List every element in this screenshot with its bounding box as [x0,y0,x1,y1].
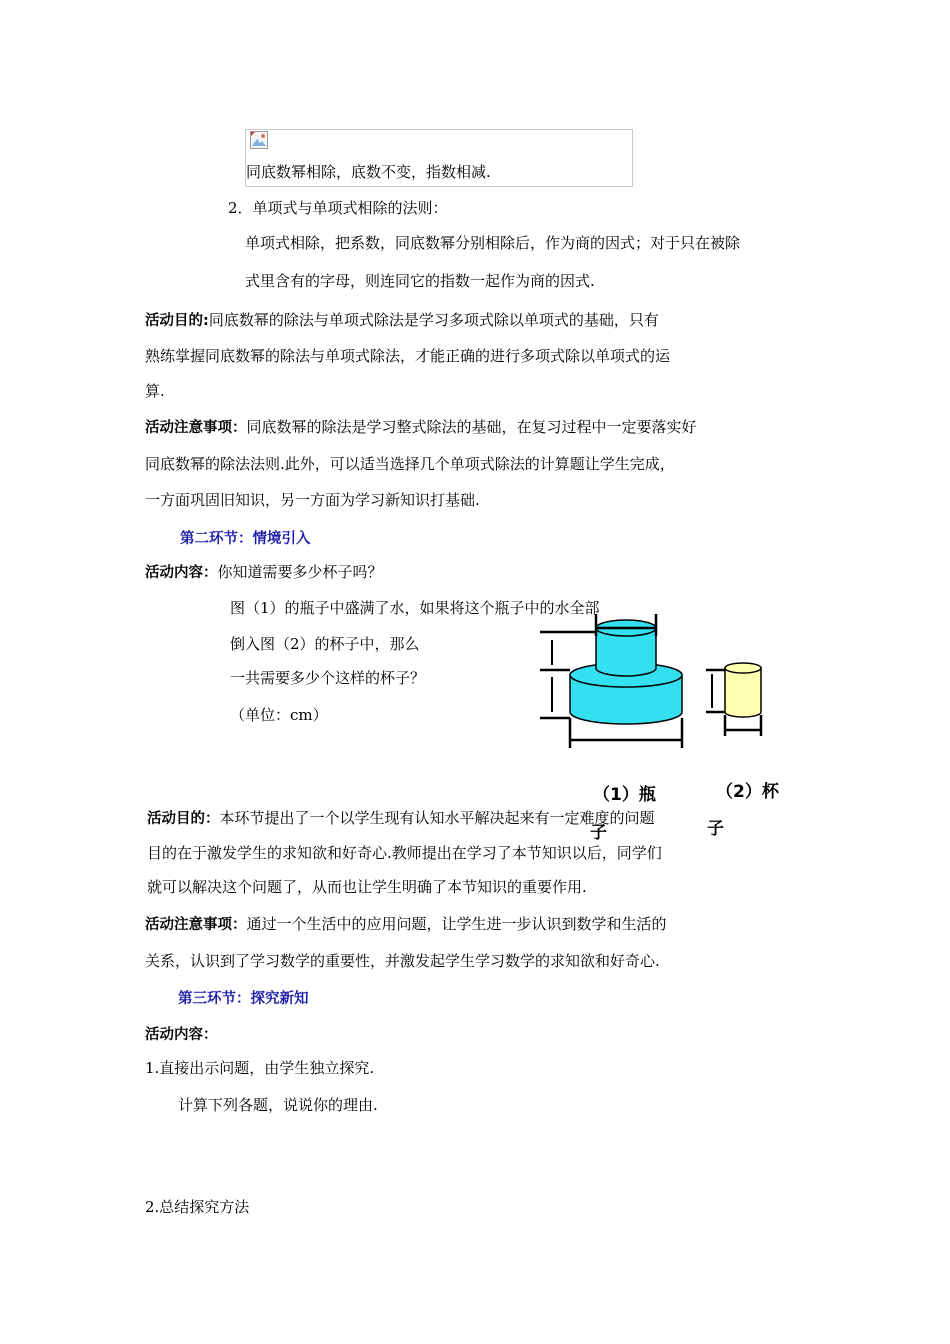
purpose1-line2: 熟练掌握同底数幂的除法与单项式除法，才能正确的进行多项式除以单项式的运 [145,347,671,365]
notes2-line2: 关系，认识到了学习数学的重要性，并激发起学生学习数学的求知欲和好奇心. [145,952,660,970]
notes2-line1 [145,914,667,935]
content2-text: 你知道需要多少杯子吗？ [217,563,383,581]
item2-title: 2．单项式与单项式相除的法则： [228,199,448,217]
purpose1-line1 [145,310,659,331]
content3-item2: 2.总结探究方法 [145,1198,250,1216]
notes1-line2: 同底数幂的除法法则.此外，可以适当选择几个单项式除法的计算题让学生完成， [145,455,675,473]
notes1-label: 活动注意事项： [145,420,247,436]
content3-item1: 1.直接出示问题，由学生独立探究. [145,1059,375,1077]
purpose2-line2: 目的在于激发学生的求知欲和好奇心.教师提出在学习了本节知识以后，同学们 [147,844,662,862]
rule-text: 同底数幂相除，底数不变，指数相减. [246,163,491,181]
purpose2-label: 活动目的： [147,811,220,827]
figure1-label-line2: 子 [590,823,607,843]
notes2-label: 活动注意事项： [145,917,247,933]
figure2-label-line1: （2）杯 [716,782,779,802]
figure1-label-line1: （1）瓶 [593,785,656,805]
broken-image-icon [250,131,268,149]
purpose2-text1: 本环节提出了一个以学生现有认知水平解决起来有一定难度的问题 [219,809,655,827]
section3-heading: 第三环节：探究新知 [178,991,309,1007]
question-line1: 图（1）的瓶子中盛满了水，如果将这个瓶子中的水全部 [230,599,600,617]
purpose1-label: 活动目的: [145,313,209,329]
content2-label: 活动内容： [145,565,218,581]
purpose1-line3: 算. [145,382,165,400]
notes2-text1: 通过一个生活中的应用问题，让学生进一步认识到数学和生活的 [246,915,667,933]
content3-label: 活动内容： [145,1027,218,1043]
notes1-line3: 一方面巩固旧知识，另一方面为学习新知识打基础. [145,491,480,509]
item2-line1: 单项式相除，把系数，同底数幂分别相除后，作为商的因式；对于只在被除 [245,234,741,252]
content2-line [145,562,383,583]
purpose2-line1 [147,808,655,829]
section2-heading: 第二环节：情境引入 [180,531,311,547]
cup-body [725,668,761,717]
bottle-drawing [540,614,682,748]
question-unit: （单位：cm） [230,706,328,724]
notes1-text1: 同底数幂的除法是学习整式除法的基础，在复习过程中一定要落实好 [246,418,697,436]
cup-top [725,663,761,673]
notes1-line1 [145,417,697,438]
item2-line2: 式里含有的字母，则连同它的指数一起作为商的因式. [245,272,595,290]
question-line2: 倒入图（2）的杯子中，那么 [230,635,420,653]
purpose2-line3: 就可以解决这个问题了，从而也让学生明确了本节知识的重要作用. [147,878,587,896]
content3-item1-sub: 计算下列各题，说说你的理由. [178,1096,378,1114]
purpose1-text1: 同底数幂的除法与单项式除法是学习多项式除以单项式的基础，只有 [208,311,659,329]
cup-drawing [706,663,761,736]
question-line3: 一共需要多少个这样的杯子？ [230,669,426,687]
figure2-label-line2: 子 [707,819,724,839]
bottle-cup-figure [530,600,790,760]
